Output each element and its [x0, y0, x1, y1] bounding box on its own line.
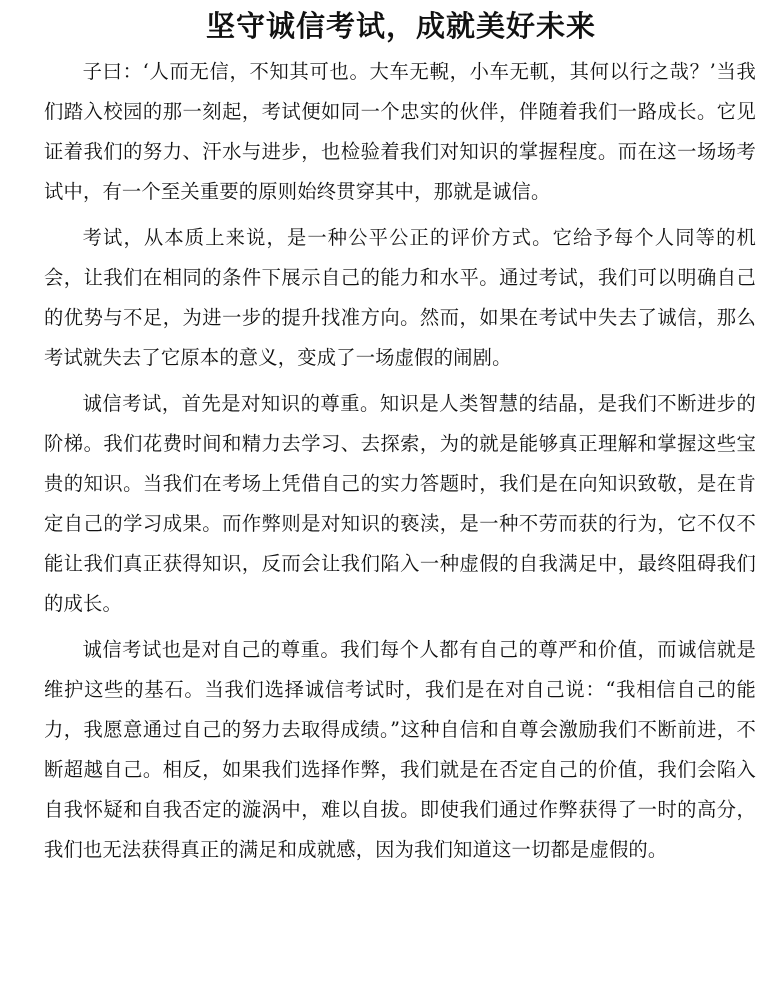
document-title: 坚守诚信考试，成就美好未来	[205, 9, 596, 43]
paragraph: 诚信考试，首先是对知识的尊重。知识是人类智慧的结晶，是我们不断进步的阶梯。我们花费时间和精力去学习、去探索，为的就是能够真正理解和掌握这些宝贵的知识。当我们在考场上凭借自己的实力答题时，我们是在向知识致敬，是在肯定自己的学习成果。而作弊则是对知识的亵渎，是一种不劳而获的行为，它不仅不能让我们真正获得知识，反而会让我们陷入一种虚假的自我满足中，最终阻碍我们的成长。	[44, 392, 756, 615]
paragraph: 诚信考试也是对自己的尊重。我们每个人都有自己的尊严和价值，而诚信就是维护这些的基石。当我们选择诚信考试时，我们是在对自己说：“我相信自己的能力，我愿意通过自己的努力去取得成绩。”这种自信和自尊会激励我们不断前进，不断超越自己。相反，如果我们选择作弊，我们就是在否定自己的价值，我们会陷入自我怀疑和自我否定的漩涡中，难以自拔。即使我们通过作弊获得了一时的高分，我们也无法获得真正的满足和成就感，因为我们知道这一切都是虚假的。	[44, 638, 756, 861]
paragraph: 考试，从本质上来说，是一种公平公正的评价方式。它给予每个人同等的机会，让我们在相同的条件下展示自己的能力和水平。通过考试，我们可以明确自己的优势与不足，为进一步的提升找准方向。然而，如果在考试中失去了诚信，那么考试就失去了它原本的意义，变成了一场虚假的闹剧。	[44, 226, 756, 369]
paragraph: 子曰：‘人而无信，不知其可也。大车无輗，小车无軏，其何以行之哉？’当我们踏入校园的那一刻起，考试便如同一个忠实的伙伴，伴随着我们一路成长。它见证着我们的努力、汗水与进步，也检验着我们对知识的掌握程度。而在这一场场考试中，有一个至关重要的原则始终贯穿其中，那就是诚信。	[44, 60, 756, 203]
